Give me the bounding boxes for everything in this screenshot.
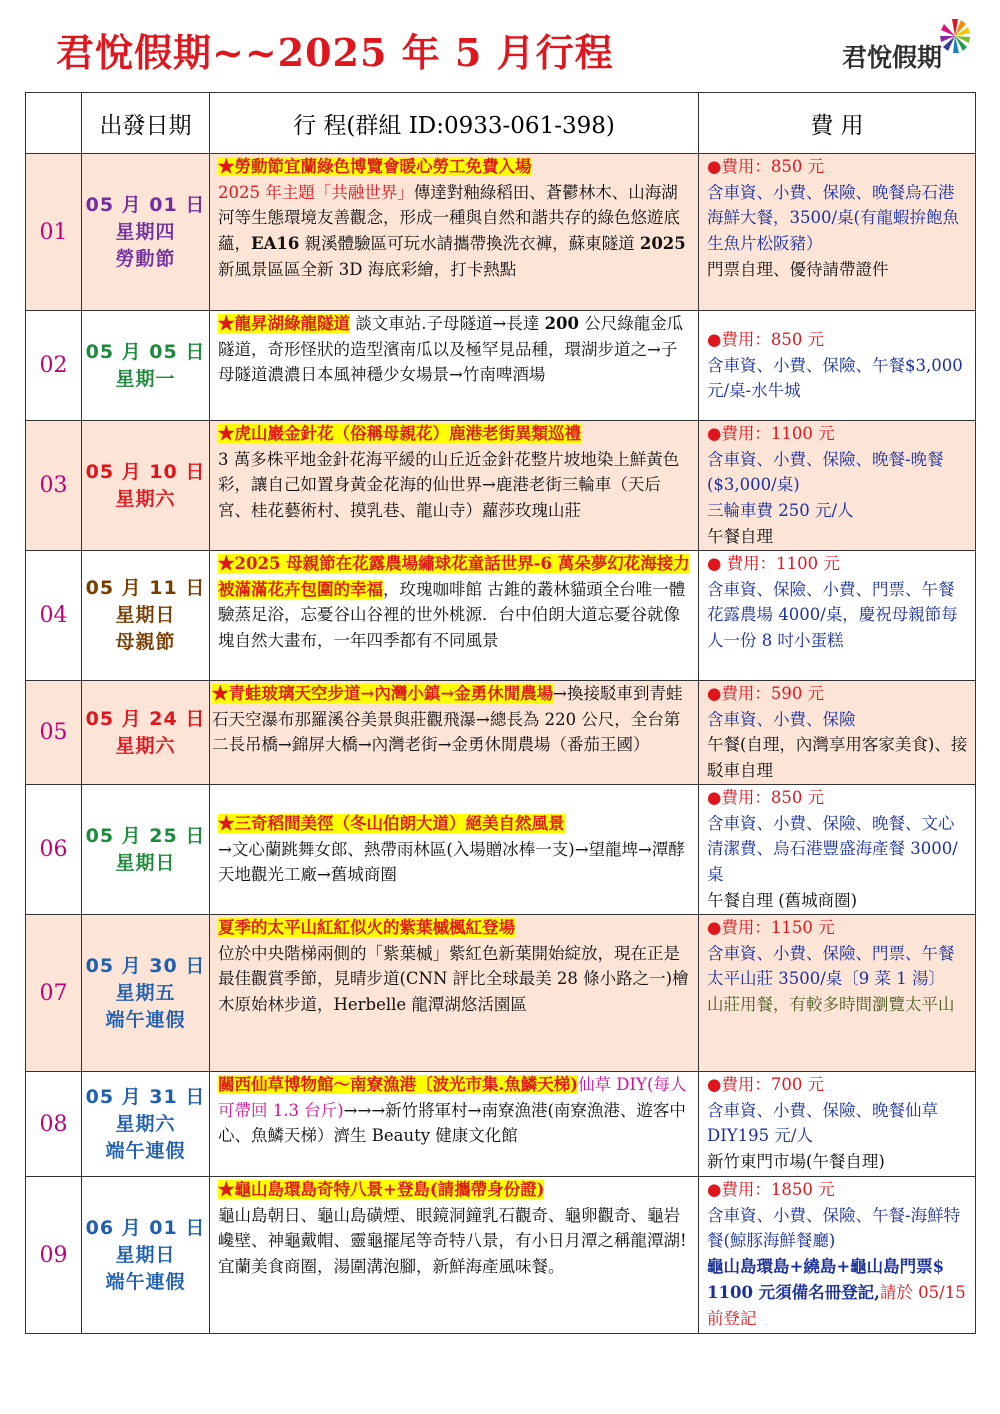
row-itinerary: ★三奇稻間美徑（冬山伯朗大道）絕美自然風景 →文心蘭跳舞女郎、熱帶雨林區(入場贈冰棒一支)→望龍埤→潭酵天地觀光工廠→舊城商圈 [210, 785, 699, 915]
fee-head: ●費用：590 元 [707, 684, 825, 703]
row-fee: ●費用：850 元 含車資、小費、保險、午餐$3,000 元/桌-水牛城 [699, 311, 976, 421]
brand-logo [842, 12, 972, 76]
header-date: 出發日期 [82, 93, 210, 154]
row-date: 05 月 05 日 星期一 [82, 311, 210, 421]
header-fee: 費 用 [699, 93, 976, 154]
table-row [26, 785, 976, 915]
table-row [26, 311, 976, 421]
row-fee: ●費用：700 元 含車資、小費、保險、晚餐仙草 DIY195 元/人 新竹東門市場(午餐自理) [699, 1072, 976, 1177]
table-row [26, 421, 976, 551]
row-number: 09 [26, 1177, 82, 1334]
row-date: 05 月 30 日 星期五 端午連假 [82, 915, 210, 1072]
fee-head: ●費用：1100 元 [707, 424, 835, 443]
table-row [26, 1072, 976, 1177]
row-itinerary: 關西仙草博物館～南寮漁港〔波光市集.魚鱗天梯)仙草 DIY(每人可帶回 1.3 台斤)→→→新竹將軍村→南寮漁港(南寮漁港、遊客中心、魚鱗天梯）濟生 Beauty 健康文化館 [210, 1072, 699, 1177]
fee-head: ●費用：1850 元 [707, 1180, 835, 1199]
row-number: 01 [26, 154, 82, 311]
row-itinerary: ★龜山島環島奇特八景+登島(請攜帶身份證) 龜山島朝日、龜山島磺煙、眼鏡洞鐘乳石觀奇、龜卵觀奇、龜岩巉壁、神龜戴帽、靈龜擺尾等奇特八景，有小日月潭之稱龍潭湖!宜蘭美食商圈，湯圍溝泡腳，新鮮海產風味餐。 [210, 1177, 699, 1334]
row-fee: ●費用：590 元 含車資、小費、保險 午餐(自理，內灣享用客家美食)、接駁車自理 [699, 681, 976, 785]
row-date: 05 月 31 日 星期六 端午連假 [82, 1072, 210, 1177]
row-date: 05 月 25 日 星期日 [82, 785, 210, 915]
row-number: 06 [26, 785, 82, 915]
fee-head: ●費用：700 元 [707, 1075, 825, 1094]
row-number: 07 [26, 915, 82, 1072]
table-row [26, 154, 976, 311]
row-itinerary: 夏季的太平山紅紅似火的紫葉槭楓紅登場 位於中央階梯兩側的「紫葉槭」紫紅色新葉開始綻放，現在正是最佳觀賞季節，見晴步道(CNN 評比全球最美 28 條小路之一)檜木原始林步道，Herbelle 龍潭湖悠活園區 [210, 915, 699, 1072]
row-itinerary: ★勞動節宜蘭綠色博覽會暖心勞工免費入場 2025 年主題「共融世界」傳達對釉綠稻田、蒼鬱林木、山海湖河等生態環境友善觀念，形成一種與自然和諧共存的綠色悠遊底蘊，EA16 親溪體驗區可玩水請攜帶換洗衣褲，蘇東隧道 2025 新風景區區全新 3D 海底彩繪，打卡熱點 [210, 154, 699, 311]
row-itinerary: ★虎山巖金針花（俗稱母親花）鹿港老街異類巡禮 3 萬多株平地金針花海平緩的山丘近金針花整片坡地染上鮮黃色彩，讓自己如置身黃金花海的仙世界→鹿港老街三輪車（天后宮、桂花藝術村、摸乳巷、龍山寺）蘿莎玫瑰山莊 [210, 421, 699, 551]
itinerary-title: ★2025 母親節在花露農場繡球花童話世界-6 萬朵夢幻花海接力被滿滿花卉包圍的幸福 [218, 554, 690, 599]
itinerary-table [25, 92, 976, 1334]
row-itinerary: ★2025 母親節在花露農場繡球花童話世界-6 萬朵夢幻花海接力被滿滿花卉包圍的幸福，玫瑰咖啡館 古錐的叢林貓頭全台唯一體驗蒸足浴，忘憂谷山谷裡的世外桃源．台中伯朗大道忘憂谷就像塊自然大畫布，一年四季都有不同風景 [210, 551, 699, 681]
table-row [26, 915, 976, 1072]
header-no [26, 93, 82, 154]
row-date: 05 月 01 日 星期四 勞動節 [82, 154, 210, 311]
itinerary-title: 夏季的太平山紅紅似火的紫葉槭楓紅登場 [218, 918, 515, 937]
header-itinerary: 行 程(群組 ID:0933-061-398) [210, 93, 699, 154]
page-title: 君悅假期~~2025 年 5 月行程 [56, 30, 614, 75]
row-fee: ●費用：850 元 含車資、小費、保險、晚餐烏石港海鮮大餐，3500/桌(有龍蝦拚飽魚生魚片松阪豬） 門票自理、優待請帶證件 [699, 154, 976, 311]
row-number: 02 [26, 311, 82, 421]
row-fee: ●費用：1850 元 含車資、小費、保險、午餐-海鮮特餐(鯨豚海鮮餐廳) 龜山島環島+繞島+龜山島門票$ 1100 元須備名冊登記,請於 05/15 前登記 [699, 1177, 976, 1334]
table-header-row [26, 93, 976, 154]
row-date: 06 月 01 日 星期日 端午連假 [82, 1177, 210, 1334]
itinerary-title: 關西仙草博物館～南寮漁港〔波光市集.魚鱗天梯) [218, 1075, 579, 1094]
flower-icon [938, 16, 972, 56]
table-row [26, 681, 976, 785]
row-date: 05 月 10 日 星期六 [82, 421, 210, 551]
row-number: 08 [26, 1072, 82, 1177]
row-date: 05 月 24 日 星期六 [82, 681, 210, 785]
fee-head: ●費用：1150 元 [707, 918, 835, 937]
itinerary-title: ★青蛙玻璃天空步道→內灣小鎮→金勇休閒農場 [212, 684, 554, 703]
row-fee: ● 費用：1100 元 含車資、保險、小費、門票、午餐花露農場 4000/桌，慶祝母親節每人一份 8 吋小蛋糕 [699, 551, 976, 681]
itinerary-title: ★勞動節宜蘭綠色博覽會暖心勞工免費入場 [218, 157, 532, 176]
logo-text: 君悅假期 [842, 43, 943, 72]
table-row [26, 551, 976, 681]
row-itinerary: ★青蛙玻璃天空步道→內灣小鎮→金勇休閒農場→換接駁車到青蛙石天空瀑布那羅溪谷美景與莊觀飛瀑→總長為 220 公尺，全台第二長吊橋→錦屏大橋→內灣老街→金勇休閒農場（番茄王國） [210, 681, 699, 785]
itinerary-title: ★龜山島環島奇特八景+登島(請攜帶身份證) [218, 1180, 545, 1199]
itinerary-title: ★三奇稻間美徑（冬山伯朗大道）絕美自然風景 [218, 814, 565, 833]
fee-head: ●費用：850 元 [707, 788, 825, 807]
row-itinerary: ★龍昇湖綠龍隧道 談文車站.子母隧道→長達 200 公尺綠龍金瓜隧道，奇形怪狀的造型濱南瓜以及極罕見品種，環湖步道之→子母隧道濃濃日本風神穩少女場景→竹南啤酒場 [210, 311, 699, 421]
row-number: 03 [26, 421, 82, 551]
row-number: 05 [26, 681, 82, 785]
fee-head: ● 費用：1100 元 [707, 554, 840, 573]
fee-head: ●費用：850 元 [707, 330, 825, 349]
fee-head: ●費用：850 元 [707, 157, 825, 176]
table-row [26, 1177, 976, 1334]
itinerary-title: ★虎山巖金針花（俗稱母親花）鹿港老街異類巡禮 [218, 424, 581, 443]
itinerary-title: ★龍昇湖綠龍隧道 [218, 314, 350, 333]
row-fee: ●費用：850 元 含車資、小費、保險、晚餐、文心清潔費、烏石港豐盛海產餐 3000/桌 午餐自理 (舊城商圈) [699, 785, 976, 915]
row-date: 05 月 11 日 星期日 母親節 [82, 551, 210, 681]
row-number: 04 [26, 551, 82, 681]
row-fee: ●費用：1100 元 含車資、小費、保險、晚餐-晚餐($3,000/桌) 三輪車費 250 元/人 午餐自理 [699, 421, 976, 551]
row-fee: ●費用：1150 元 含車資、小費、保險、門票、午餐太平山莊 3500/桌〔9 菜 1 湯〕 山莊用餐，有較多時間瀏覽太平山 [699, 915, 976, 1072]
